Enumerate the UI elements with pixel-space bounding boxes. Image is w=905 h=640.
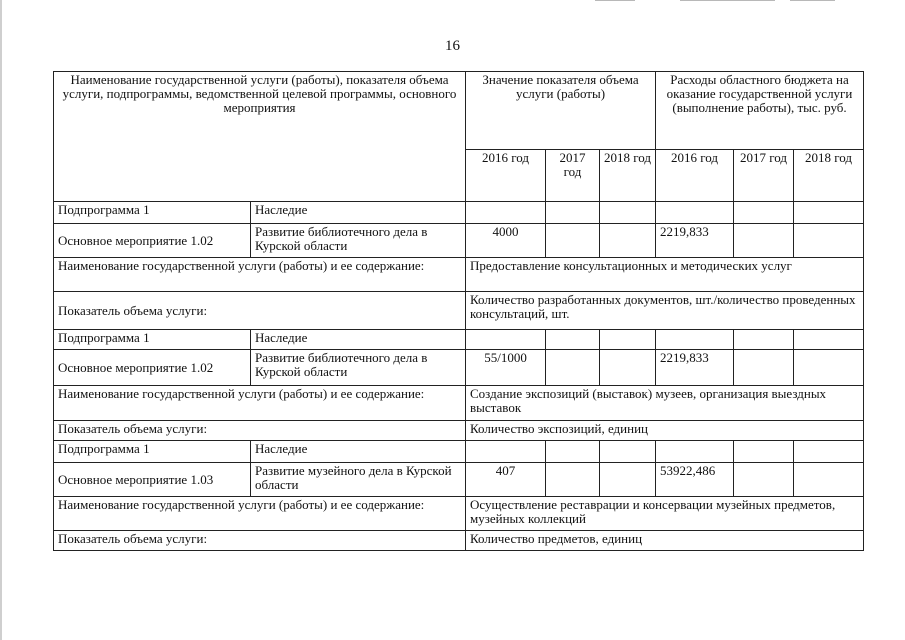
volume-2016: 55/1000 xyxy=(466,350,546,386)
year-cell: 2017 год xyxy=(546,150,600,202)
header-expenses-cell: Расходы областного бюджета на оказание государственной услуги (выполнение работы), тыс. руб. xyxy=(656,72,864,150)
expense-2016: 53922,486 xyxy=(656,463,734,497)
expense-2016: 2219,833 xyxy=(656,224,734,258)
indicator-label: Показатель объема услуги: xyxy=(54,421,466,441)
indicator-value: Количество разработанных документов, шт./количество проведенных консультаций, шт. xyxy=(466,292,864,330)
volume-2016: 4000 xyxy=(466,224,546,258)
service-value: Создание экспозиций (выставок) музеев, организация выездных выставок xyxy=(466,386,864,421)
year-cell: 2018 год xyxy=(600,150,656,202)
services-table xyxy=(53,71,864,551)
service-value: Предоставление консультационных и методических услуг xyxy=(466,258,864,292)
subprogram-label: Подпрограмма 1 xyxy=(54,202,251,224)
expense-2016: 2219,833 xyxy=(656,350,734,386)
year-cell: 2016 год xyxy=(656,150,734,202)
measure-row xyxy=(54,463,864,497)
indicator-value: Количество экспозиций, единиц xyxy=(466,421,864,441)
subprogram-row xyxy=(54,441,864,463)
subprogram-label: Подпрограмма 1 xyxy=(54,441,251,463)
indicator-value: Количество предметов, единиц xyxy=(466,531,864,551)
scan-edge xyxy=(0,0,2,640)
page-number: 16 xyxy=(445,38,460,54)
measure-name: Развитие библиотечного дела в Курской области xyxy=(251,224,466,258)
service-row xyxy=(54,258,864,292)
measure-name: Развитие библиотечного дела в Курской области xyxy=(251,350,466,386)
indicator-row xyxy=(54,292,864,330)
service-value: Осуществление реставрации и консервации музейных предметов, музейных коллекций xyxy=(466,497,864,531)
subprogram-name: Наследие xyxy=(251,202,466,224)
service-label: Наименование государственной услуги (работы) и ее содержание: xyxy=(54,386,466,421)
subprogram-row xyxy=(54,202,864,224)
service-label: Наименование государственной услуги (работы) и ее содержание: xyxy=(54,258,466,292)
header-name-cell: Наименование государственной услуги (работы), показателя объема услуги, подпрограммы, ведомственной целевой программы, основного мероприятия xyxy=(54,72,466,202)
measure-row xyxy=(54,350,864,386)
service-row xyxy=(54,497,864,531)
scan-mark xyxy=(790,0,835,1)
indicator-label: Показатель объема услуги: xyxy=(54,531,466,551)
indicator-row xyxy=(54,421,864,441)
volume-2016: 407 xyxy=(466,463,546,497)
indicator-row xyxy=(54,531,864,551)
measure-label: Основное мероприятие 1.02 xyxy=(54,350,251,386)
measure-row xyxy=(54,224,864,258)
measure-label: Основное мероприятие 1.02 xyxy=(54,224,251,258)
header-volume-cell: Значение показателя объема услуги (работы) xyxy=(466,72,656,150)
measure-label: Основное мероприятие 1.03 xyxy=(54,463,251,497)
service-row xyxy=(54,386,864,421)
year-cell: 2017 год xyxy=(734,150,794,202)
service-label: Наименование государственной услуги (работы) и ее содержание: xyxy=(54,497,466,531)
measure-name: Развитие музейного дела в Курской области xyxy=(251,463,466,497)
year-cell: 2018 год xyxy=(794,150,864,202)
subprogram-row xyxy=(54,330,864,350)
scan-mark xyxy=(595,0,635,1)
subprogram-name: Наследие xyxy=(251,441,466,463)
scan-mark xyxy=(680,0,775,1)
header-row xyxy=(54,72,864,150)
indicator-label: Показатель объема услуги: xyxy=(54,292,466,330)
subprogram-label: Подпрограмма 1 xyxy=(54,330,251,350)
subprogram-name: Наследие xyxy=(251,330,466,350)
year-cell: 2016 год xyxy=(466,150,546,202)
